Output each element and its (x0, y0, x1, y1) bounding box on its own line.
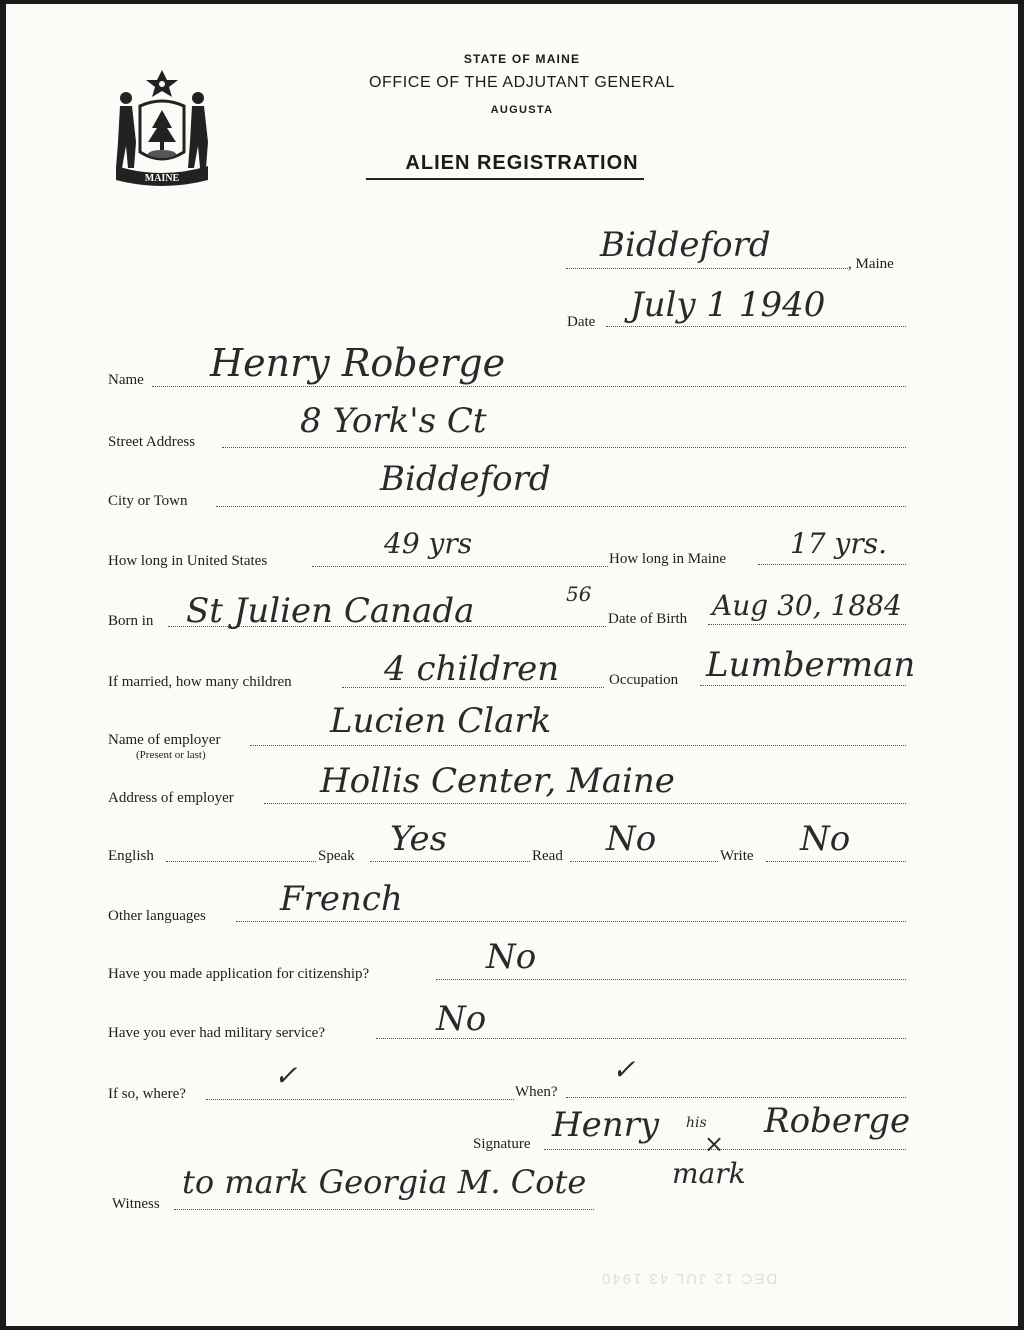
where-line (206, 1099, 514, 1100)
citizenship-line (436, 979, 906, 980)
witness-line (174, 1209, 594, 1210)
signature-his: his (686, 1115, 707, 1131)
if-so-where-label: If so, where? (108, 1086, 186, 1102)
how-long-us-line (312, 566, 608, 567)
read-value: No (606, 819, 657, 859)
occupation-line (700, 685, 906, 686)
how-long-maine-value: 17 yrs. (790, 527, 888, 560)
street-value: 8 York's Ct (300, 401, 487, 441)
date-line (606, 326, 906, 327)
street-line (222, 447, 906, 448)
office-heading: OFFICE OF THE ADJUTANT GENERAL (368, 74, 676, 91)
signature-mark-x: × (704, 1130, 725, 1158)
name-label: Name (108, 372, 144, 388)
other-languages-label: Other languages (108, 908, 206, 924)
children-label: If married, how many children (108, 674, 292, 690)
signature-line (544, 1149, 906, 1150)
witness-label: Witness (112, 1196, 160, 1212)
children-value: 4 children (384, 649, 560, 689)
how-long-maine-label: How long in Maine (609, 551, 727, 567)
town-line (566, 268, 848, 269)
where-value: ✓ (274, 1059, 298, 1092)
how-long-us-value: 49 yrs (384, 527, 473, 560)
signature-first: Henry (552, 1105, 660, 1145)
seal-banner-text: MAINE (144, 173, 180, 184)
city-value: Biddeford (380, 459, 551, 499)
bleed-through-stamp: DEC 12 JUL 43 1940 (600, 1270, 778, 1287)
form-title: ALIEN REGISTRATION (405, 152, 639, 174)
citizenship-value: No (486, 937, 537, 977)
state-heading: STATE OF MAINE (463, 52, 581, 66)
citizenship-label: Have you made application for citizenship? (108, 966, 370, 982)
employer-value: Lucien Clark (330, 701, 552, 741)
name-value: Henry Roberge (210, 341, 506, 385)
title-underline (366, 178, 644, 180)
signature-label: Signature (473, 1136, 531, 1152)
witness-value: to mark Georgia M. Cote (182, 1163, 587, 1201)
street-label: Street Address (108, 434, 196, 450)
read-label: Read (532, 848, 563, 864)
signature-mark-label: mark (672, 1157, 746, 1190)
occupation-value: Lumberman (706, 645, 916, 685)
occupation-label: Occupation (609, 672, 679, 688)
employer-note: (Present or last) (136, 749, 206, 761)
military-label: Have you ever had military service? (108, 1025, 325, 1041)
when-value: ✓ (612, 1053, 636, 1086)
how-long-us-label: How long in United States (108, 553, 268, 569)
speak-value: Yes (390, 819, 448, 859)
date-of-birth-value: Aug 30, 1884 (712, 589, 902, 622)
english-line (166, 861, 316, 862)
employer-address-label: Address of employer (108, 790, 234, 806)
other-languages-line (236, 921, 906, 922)
city-heading: AUGUSTA (490, 104, 554, 116)
signature-last: Roberge (764, 1101, 911, 1141)
when-label: When? (515, 1084, 558, 1100)
employer-address-line (264, 803, 906, 804)
name-line (152, 386, 906, 387)
employer-line (250, 745, 906, 746)
write-value: No (800, 819, 851, 859)
other-languages-value: French (280, 879, 403, 919)
city-line (216, 506, 906, 507)
speak-line (370, 861, 530, 862)
military-value: No (436, 999, 487, 1039)
speak-label: Speak (318, 848, 355, 864)
english-label: English (108, 848, 154, 864)
maine-label: , Maine (848, 256, 894, 272)
town-value: Biddeford (600, 225, 771, 265)
born-in-value: St Julien Canada (186, 591, 475, 631)
when-line (566, 1097, 906, 1098)
date-of-birth-label: Date of Birth (608, 611, 688, 627)
date-label: Date (567, 314, 596, 330)
read-line (570, 861, 718, 862)
employer-label: Name of employer (108, 732, 221, 748)
how-long-maine-line (758, 564, 906, 565)
date-value: July 1 1940 (630, 285, 826, 325)
date-of-birth-line (708, 624, 906, 625)
employer-address-value: Hollis Center, Maine (320, 761, 675, 801)
born-note: 56 (566, 582, 592, 606)
city-label: City or Town (108, 493, 188, 509)
write-line (766, 861, 906, 862)
write-label: Write (720, 848, 754, 864)
born-in-label: Born in (108, 613, 154, 629)
